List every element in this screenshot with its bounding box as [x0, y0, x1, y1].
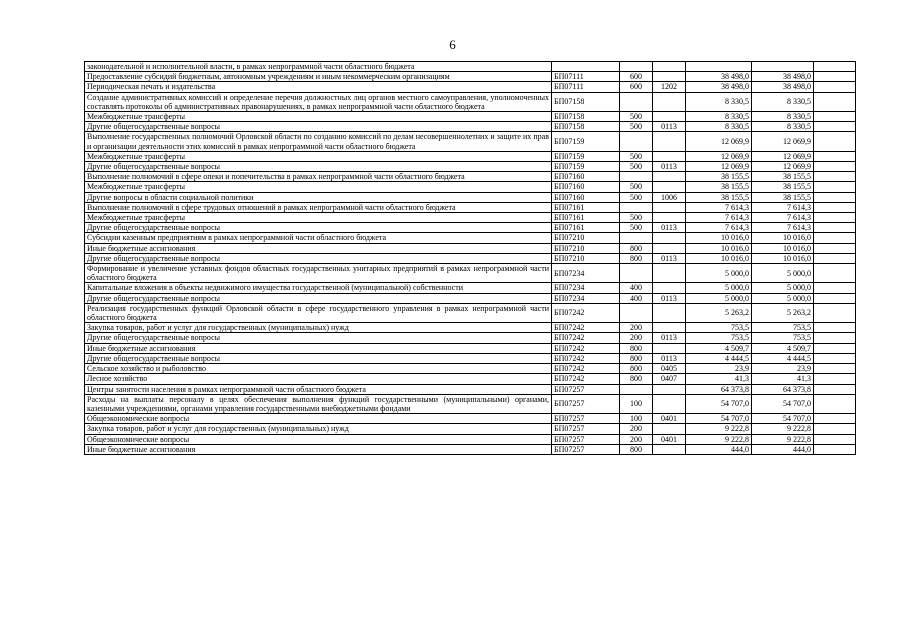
row-amount-1-cell: 54 707,0: [686, 394, 752, 413]
row-name-cell: Формирование и увеличение уставных фондов областных государственных унитарных предприятий в рамках непрограммной части областного бюджета: [85, 264, 552, 283]
row-name-cell: Центры занятости населения в рамках непрограммной части областного бюджета: [85, 384, 552, 394]
row-code-cell: БП07111: [552, 82, 620, 92]
row-rz-cell: 0407: [653, 374, 686, 384]
row-empty-cell: [814, 253, 856, 263]
row-vr-cell: 200: [620, 434, 653, 444]
row-amount-2-cell: 54 707,0: [752, 394, 814, 413]
row-name-cell: Межбюджетные трансферты: [85, 112, 552, 122]
row-rz-cell: [653, 172, 686, 182]
row-amount-2-cell: 8 330,5: [752, 112, 814, 122]
row-amount-2-cell: 12 069,9: [752, 151, 814, 161]
row-name-cell: Межбюджетные трансферты: [85, 213, 552, 223]
row-amount-1-cell: 4 509,7: [686, 343, 752, 353]
table-row: [85, 182, 856, 192]
row-code-cell: БП07257: [552, 424, 620, 434]
row-amount-2-cell: 7 614,3: [752, 223, 814, 233]
row-amount-2-cell: 38 155,5: [752, 172, 814, 182]
table-row: [85, 353, 856, 363]
row-amount-2-cell: 64 373,8: [752, 384, 814, 394]
row-name-cell: Другие общегосударственные вопросы: [85, 122, 552, 132]
row-name-cell: Закупка товаров, работ и услуг для государственных (муниципальных) нужд: [85, 323, 552, 333]
row-name-cell: Другие общегосударственные вопросы: [85, 293, 552, 303]
row-amount-1-cell: 10 016,0: [686, 243, 752, 253]
row-amount-1-cell: 38 498,0: [686, 82, 752, 92]
row-vr-cell: 400: [620, 283, 653, 293]
row-vr-cell: 500: [620, 182, 653, 192]
table-row: [85, 62, 856, 72]
row-empty-cell: [814, 192, 856, 202]
row-vr-cell: 100: [620, 394, 653, 413]
row-amount-2-cell: 41,3: [752, 374, 814, 384]
row-amount-2-cell: 54 707,0: [752, 414, 814, 424]
row-amount-1-cell: 38 155,5: [686, 182, 752, 192]
row-amount-1-cell: 7 614,3: [686, 223, 752, 233]
row-amount-1-cell: [686, 62, 752, 72]
row-code-cell: БП07242: [552, 303, 620, 322]
row-code-cell: БП07257: [552, 444, 620, 454]
row-amount-1-cell: 5 000,0: [686, 264, 752, 283]
row-code-cell: БП07158: [552, 92, 620, 111]
row-code-cell: БП07242: [552, 374, 620, 384]
row-rz-cell: 0113: [653, 293, 686, 303]
row-amount-1-cell: 64 373,8: [686, 384, 752, 394]
row-empty-cell: [814, 293, 856, 303]
row-amount-1-cell: 10 016,0: [686, 233, 752, 243]
row-rz-cell: [653, 132, 686, 151]
row-amount-2-cell: 753,5: [752, 323, 814, 333]
row-empty-cell: [814, 424, 856, 434]
row-rz-cell: 1006: [653, 192, 686, 202]
row-empty-cell: [814, 303, 856, 322]
table-row: [85, 112, 856, 122]
row-name-cell: Другие вопросы в области социальной политики: [85, 192, 552, 202]
row-amount-2-cell: 9 222,8: [752, 424, 814, 434]
row-amount-2-cell: 7 614,3: [752, 213, 814, 223]
row-name-cell: Выполнение государственных полномочий Орловской области по созданию комиссий по делам несовершеннолетних и защите их прав и организации деятельности этих комиссий в рамках непрограммной части областного бюджета: [85, 132, 552, 151]
row-rz-cell: [653, 112, 686, 122]
row-name-cell: Общеэкономические вопросы: [85, 414, 552, 424]
row-empty-cell: [814, 243, 856, 253]
row-amount-2-cell: 4 444,5: [752, 353, 814, 363]
row-amount-1-cell: 38 155,5: [686, 192, 752, 202]
table-row: [85, 233, 856, 243]
row-name-cell: Иные бюджетные ассигнования: [85, 343, 552, 353]
row-empty-cell: [814, 364, 856, 374]
row-code-cell: БП07161: [552, 223, 620, 233]
row-name-cell: Выполнение полномочий в сфере опеки и попечительства в рамках непрограммной части областного бюджета: [85, 172, 552, 182]
row-amount-2-cell: 10 016,0: [752, 233, 814, 243]
row-amount-1-cell: 444,0: [686, 444, 752, 454]
row-empty-cell: [814, 72, 856, 82]
row-empty-cell: [814, 283, 856, 293]
row-rz-cell: 0113: [653, 162, 686, 172]
row-vr-cell: 800: [620, 374, 653, 384]
row-empty-cell: [814, 122, 856, 132]
row-name-cell: Иные бюджетные ассигнования: [85, 243, 552, 253]
row-empty-cell: [814, 384, 856, 394]
row-empty-cell: [814, 92, 856, 111]
row-rz-cell: [653, 394, 686, 413]
table-row: [85, 243, 856, 253]
table-row: [85, 303, 856, 322]
row-name-cell: Другие общегосударственные вопросы: [85, 333, 552, 343]
row-amount-1-cell: 10 016,0: [686, 253, 752, 263]
row-code-cell: [552, 62, 620, 72]
row-code-cell: БП07242: [552, 323, 620, 333]
row-empty-cell: [814, 333, 856, 343]
table-row: [85, 424, 856, 434]
row-amount-2-cell: 8 330,5: [752, 122, 814, 132]
row-code-cell: БП07161: [552, 202, 620, 212]
table-row: [85, 293, 856, 303]
row-code-cell: БП07210: [552, 233, 620, 243]
row-name-cell: Выполнение полномочий в сфере трудовых отношений в рамках непрограммной части областного бюджета: [85, 202, 552, 212]
row-amount-2-cell: 9 222,8: [752, 434, 814, 444]
row-amount-2-cell: 5 263,2: [752, 303, 814, 322]
row-empty-cell: [814, 343, 856, 353]
row-rz-cell: [653, 92, 686, 111]
row-amount-2-cell: [752, 62, 814, 72]
table-row: [85, 283, 856, 293]
row-empty-cell: [814, 444, 856, 454]
row-code-cell: БП07234: [552, 293, 620, 303]
row-vr-cell: 400: [620, 293, 653, 303]
row-name-cell: Сельское хозяйство и рыболовство: [85, 364, 552, 374]
row-name-cell: Иные бюджетные ассигнования: [85, 444, 552, 454]
row-code-cell: БП07242: [552, 333, 620, 343]
row-name-cell: Закупка товаров, работ и услуг для государственных (муниципальных) нужд: [85, 424, 552, 434]
row-vr-cell: 500: [620, 223, 653, 233]
table-row: [85, 394, 856, 413]
table-row: [85, 253, 856, 263]
row-vr-cell: 500: [620, 213, 653, 223]
row-code-cell: БП07210: [552, 243, 620, 253]
row-name-cell: Периодическая печать и издательства: [85, 82, 552, 92]
row-empty-cell: [814, 414, 856, 424]
table-row: [85, 151, 856, 161]
table-row: [85, 414, 856, 424]
row-rz-cell: 0113: [653, 122, 686, 132]
row-rz-cell: [653, 202, 686, 212]
table-row: [85, 343, 856, 353]
row-vr-cell: 500: [620, 122, 653, 132]
table-row: [85, 202, 856, 212]
row-code-cell: БП07159: [552, 132, 620, 151]
row-code-cell: БП07242: [552, 364, 620, 374]
row-rz-cell: [653, 283, 686, 293]
row-empty-cell: [814, 151, 856, 161]
row-amount-2-cell: 10 016,0: [752, 243, 814, 253]
row-rz-cell: 0113: [653, 353, 686, 363]
row-code-cell: БП07234: [552, 283, 620, 293]
row-empty-cell: [814, 172, 856, 182]
row-amount-1-cell: 753,5: [686, 333, 752, 343]
row-amount-1-cell: 38 498,0: [686, 72, 752, 82]
row-code-cell: БП07257: [552, 414, 620, 424]
row-amount-1-cell: 54 707,0: [686, 414, 752, 424]
row-rz-cell: [653, 72, 686, 82]
row-code-cell: БП07210: [552, 253, 620, 263]
row-amount-2-cell: 38 155,5: [752, 182, 814, 192]
table-row: [85, 364, 856, 374]
row-amount-2-cell: 5 000,0: [752, 293, 814, 303]
row-code-cell: БП07242: [552, 343, 620, 353]
row-vr-cell: 200: [620, 323, 653, 333]
table-row: [85, 122, 856, 132]
table-row: [85, 92, 856, 111]
row-rz-cell: 0113: [653, 253, 686, 263]
row-vr-cell: 600: [620, 82, 653, 92]
row-code-cell: БП07257: [552, 394, 620, 413]
row-rz-cell: [653, 424, 686, 434]
row-empty-cell: [814, 62, 856, 72]
row-code-cell: БП07158: [552, 112, 620, 122]
row-amount-1-cell: 7 614,3: [686, 213, 752, 223]
table-row: [85, 333, 856, 343]
row-name-cell: Другие общегосударственные вопросы: [85, 253, 552, 263]
row-name-cell: Другие общегосударственные вопросы: [85, 162, 552, 172]
row-amount-1-cell: 41,3: [686, 374, 752, 384]
row-amount-2-cell: 12 069,9: [752, 132, 814, 151]
row-rz-cell: [653, 182, 686, 192]
row-vr-cell: [620, 264, 653, 283]
row-vr-cell: [620, 132, 653, 151]
row-name-cell: Субсидии казенным предприятиям в рамках непрограммной части областного бюджета: [85, 233, 552, 243]
table-row: [85, 162, 856, 172]
row-empty-cell: [814, 323, 856, 333]
table-row: [85, 223, 856, 233]
row-name-cell: Межбюджетные трансферты: [85, 182, 552, 192]
row-empty-cell: [814, 182, 856, 192]
row-amount-1-cell: 12 069,9: [686, 132, 752, 151]
row-name-cell: Создание административных комиссий и определение перечня должностных лиц органов местного самоуправления, уполномоченных составлять протоколы об административных правонарушениях, в рамках непрограммной части областного бюджета: [85, 92, 552, 111]
row-amount-2-cell: 38 498,0: [752, 72, 814, 82]
row-rz-cell: [653, 323, 686, 333]
row-name-cell: Реализация государственных функций Орловской области в сфере государственного управления в рамках непрограммной части областного бюджета: [85, 303, 552, 322]
row-vr-cell: 800: [620, 253, 653, 263]
row-empty-cell: [814, 132, 856, 151]
row-empty-cell: [814, 202, 856, 212]
table-row: [85, 172, 856, 182]
row-amount-1-cell: 4 444,5: [686, 353, 752, 363]
table-row: [85, 82, 856, 92]
row-code-cell: БП07158: [552, 122, 620, 132]
row-vr-cell: 500: [620, 151, 653, 161]
table-row: [85, 444, 856, 454]
row-vr-cell: 800: [620, 243, 653, 253]
row-name-cell: Капитальные вложения в объекты недвижимого имущества государственной (муниципальной) собственности: [85, 283, 552, 293]
row-empty-cell: [814, 162, 856, 172]
row-rz-cell: 0113: [653, 333, 686, 343]
row-amount-2-cell: 38 498,0: [752, 82, 814, 92]
row-amount-2-cell: 753,5: [752, 333, 814, 343]
budget-table: [84, 61, 856, 455]
row-amount-1-cell: 5 263,2: [686, 303, 752, 322]
row-empty-cell: [814, 264, 856, 283]
row-vr-cell: [620, 92, 653, 111]
table-row: [85, 434, 856, 444]
row-empty-cell: [814, 374, 856, 384]
row-rz-cell: [653, 151, 686, 161]
row-empty-cell: [814, 233, 856, 243]
row-amount-1-cell: 5 000,0: [686, 283, 752, 293]
row-empty-cell: [814, 213, 856, 223]
row-rz-cell: 0405: [653, 364, 686, 374]
row-amount-1-cell: 38 155,5: [686, 172, 752, 182]
row-vr-cell: 500: [620, 112, 653, 122]
row-amount-2-cell: 23,9: [752, 364, 814, 374]
row-vr-cell: 100: [620, 414, 653, 424]
page-number: 6: [449, 37, 456, 52]
table-row: [85, 213, 856, 223]
row-empty-cell: [814, 82, 856, 92]
row-name-cell: Другие общегосударственные вопросы: [85, 223, 552, 233]
row-amount-1-cell: 5 000,0: [686, 293, 752, 303]
row-amount-2-cell: 444,0: [752, 444, 814, 454]
row-vr-cell: [620, 233, 653, 243]
row-name-cell: Расходы на выплаты персоналу в целях обеспечения выполнения функций государственными (муниципальными) органами, казенными учреждениями, органами управления государственными внебюджетными фондами: [85, 394, 552, 413]
row-rz-cell: [653, 243, 686, 253]
row-rz-cell: [653, 384, 686, 394]
table-row: [85, 72, 856, 82]
row-code-cell: БП07159: [552, 151, 620, 161]
row-empty-cell: [814, 434, 856, 444]
row-vr-cell: 600: [620, 72, 653, 82]
row-name-cell: Предоставление субсидий бюджетным, автономным учреждениям и иным некоммерческим организациям: [85, 72, 552, 82]
row-amount-2-cell: 5 000,0: [752, 283, 814, 293]
row-rz-cell: 0113: [653, 223, 686, 233]
row-amount-2-cell: 8 330,5: [752, 92, 814, 111]
table-row: [85, 384, 856, 394]
row-rz-cell: [653, 62, 686, 72]
row-amount-2-cell: 12 069,9: [752, 162, 814, 172]
row-amount-2-cell: 7 614,3: [752, 202, 814, 212]
row-code-cell: БП07160: [552, 172, 620, 182]
row-vr-cell: 800: [620, 343, 653, 353]
row-empty-cell: [814, 223, 856, 233]
table-row: [85, 374, 856, 384]
row-vr-cell: 800: [620, 444, 653, 454]
row-name-cell: Другие общегосударственные вопросы: [85, 353, 552, 363]
row-rz-cell: [653, 303, 686, 322]
row-rz-cell: 0401: [653, 434, 686, 444]
row-vr-cell: [620, 202, 653, 212]
row-code-cell: БП07257: [552, 384, 620, 394]
row-rz-cell: [653, 444, 686, 454]
row-amount-2-cell: 4 509,7: [752, 343, 814, 353]
row-rz-cell: [653, 343, 686, 353]
table-row: [85, 264, 856, 283]
row-empty-cell: [814, 394, 856, 413]
row-vr-cell: [620, 62, 653, 72]
row-amount-1-cell: 12 069,9: [686, 162, 752, 172]
row-code-cell: БП07160: [552, 182, 620, 192]
row-vr-cell: 800: [620, 353, 653, 363]
row-code-cell: БП07242: [552, 353, 620, 363]
row-code-cell: БП07111: [552, 72, 620, 82]
row-amount-1-cell: 8 330,5: [686, 112, 752, 122]
row-amount-1-cell: 8 330,5: [686, 92, 752, 111]
row-amount-2-cell: 38 155,5: [752, 192, 814, 202]
row-code-cell: БП07234: [552, 264, 620, 283]
row-name-cell: Лесное хозяйство: [85, 374, 552, 384]
row-vr-cell: [620, 172, 653, 182]
row-code-cell: БП07159: [552, 162, 620, 172]
row-rz-cell: [653, 264, 686, 283]
row-vr-cell: 200: [620, 424, 653, 434]
row-vr-cell: [620, 384, 653, 394]
row-vr-cell: 200: [620, 333, 653, 343]
row-vr-cell: 500: [620, 192, 653, 202]
row-empty-cell: [814, 353, 856, 363]
row-vr-cell: [620, 303, 653, 322]
row-amount-1-cell: 9 222,8: [686, 424, 752, 434]
table-row: [85, 132, 856, 151]
row-code-cell: БП07160: [552, 192, 620, 202]
table-row: [85, 192, 856, 202]
row-amount-2-cell: 10 016,0: [752, 253, 814, 263]
row-rz-cell: 1202: [653, 82, 686, 92]
row-rz-cell: [653, 233, 686, 243]
row-amount-1-cell: 7 614,3: [686, 202, 752, 212]
row-name-cell: Общеэкономические вопросы: [85, 434, 552, 444]
row-rz-cell: [653, 213, 686, 223]
row-amount-1-cell: 753,5: [686, 323, 752, 333]
row-amount-1-cell: 12 069,9: [686, 151, 752, 161]
row-rz-cell: 0401: [653, 414, 686, 424]
row-amount-1-cell: 9 222,8: [686, 434, 752, 444]
row-amount-2-cell: 5 000,0: [752, 264, 814, 283]
table-row: [85, 323, 856, 333]
row-vr-cell: 800: [620, 364, 653, 374]
row-amount-1-cell: 23,9: [686, 364, 752, 374]
row-code-cell: БП07257: [552, 434, 620, 444]
row-name-cell: законодательной и исполнительной власти, в рамках непрограммной части областного бюджета: [85, 62, 552, 72]
row-name-cell: Межбюджетные трансферты: [85, 151, 552, 161]
row-empty-cell: [814, 112, 856, 122]
row-vr-cell: 500: [620, 162, 653, 172]
row-amount-1-cell: 8 330,5: [686, 122, 752, 132]
row-code-cell: БП07161: [552, 213, 620, 223]
